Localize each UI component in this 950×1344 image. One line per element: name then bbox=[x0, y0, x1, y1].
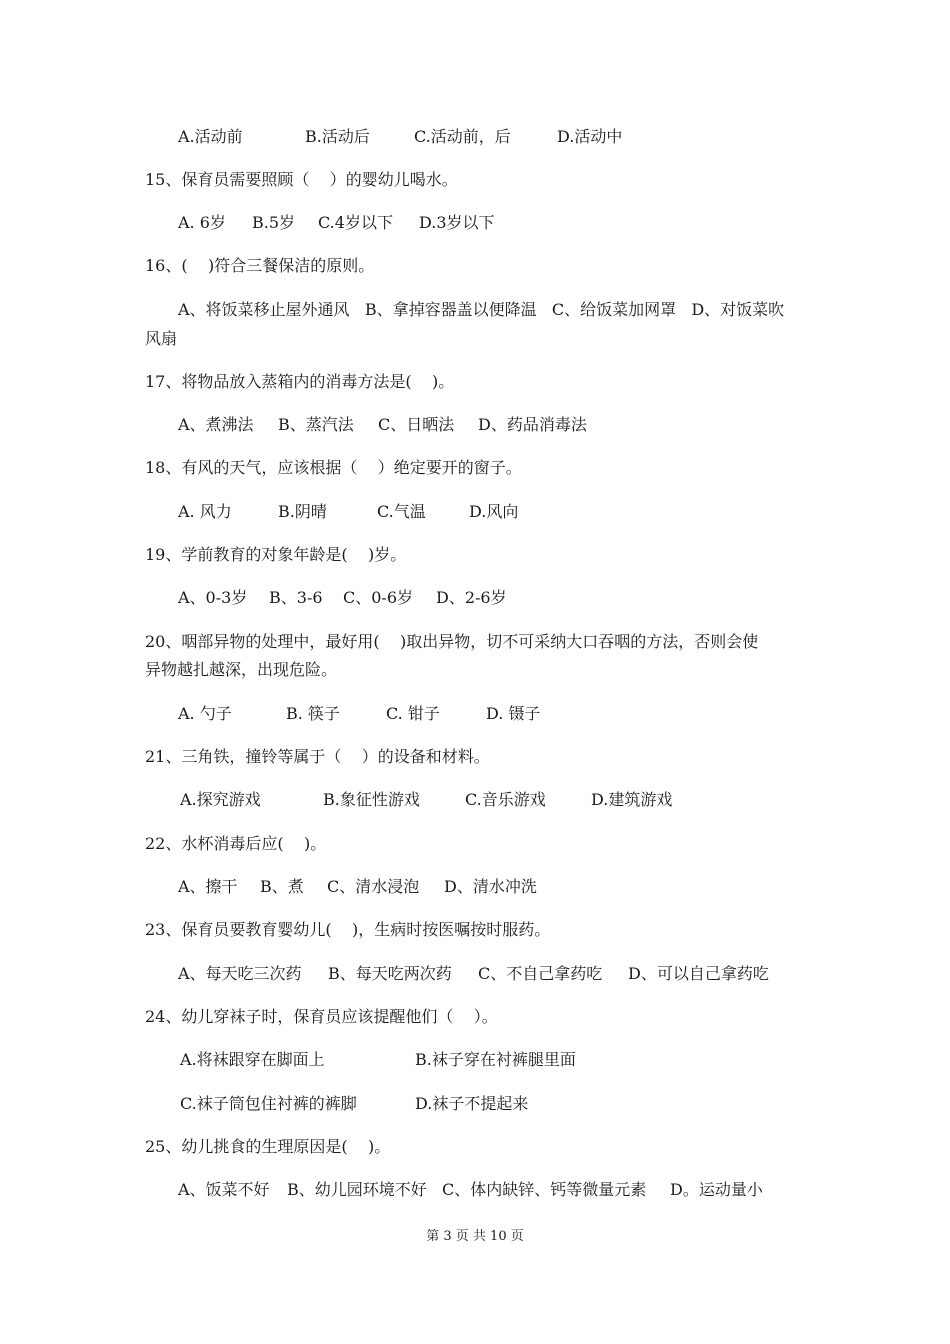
q23-stem: 23、保育员要教育婴幼儿( )，生病时按医嘱按时服药。 bbox=[145, 920, 551, 939]
q25-option-c: C、体内缺锌、钙等微量元素 bbox=[442, 1180, 647, 1199]
q21-option-b: B.象征性游戏 bbox=[323, 790, 420, 809]
q20-option-b: B. 筷子 bbox=[286, 704, 340, 723]
q21-stem: 21、三角铁，撞铃等属于（ ）的设备和材料。 bbox=[145, 747, 490, 766]
q20-options bbox=[178, 704, 541, 724]
q14-options bbox=[178, 127, 623, 147]
q25-option-d: D。运动量小 bbox=[670, 1180, 763, 1199]
q25-option-b: B、幼儿园环境不好 bbox=[287, 1180, 427, 1199]
q20-option-a: A. 勺子 bbox=[178, 704, 232, 723]
q22-stem: 22、水杯消毒后应( )。 bbox=[145, 834, 327, 853]
q20-option-d: D. 镊子 bbox=[486, 704, 541, 723]
q23-option-b: B、每天吃两次药 bbox=[328, 964, 452, 983]
q15-option-c: C.4岁以下 bbox=[318, 213, 393, 232]
q15-option-b: B.5岁 bbox=[252, 213, 296, 232]
q19-stem: 19、学前教育的对象年龄是( )岁。 bbox=[145, 545, 407, 564]
q16-stem: 16、( )符合三餐保洁的原则。 bbox=[145, 256, 375, 275]
q15-option-a: A. 6岁 bbox=[178, 213, 226, 232]
q21-option-a: A.探究游戏 bbox=[180, 790, 261, 809]
q24-option-b: B.袜子穿在衬裤腿里面 bbox=[415, 1050, 576, 1069]
q21-option-c: C.音乐游戏 bbox=[465, 790, 546, 809]
q18-option-d: D.风向 bbox=[469, 502, 519, 521]
q14-option-c: C.活动前，后 bbox=[414, 127, 511, 146]
q23-option-a: A、每天吃三次药 bbox=[178, 964, 302, 983]
q24-option-a: A.将袜跟穿在脚面上 bbox=[180, 1050, 325, 1069]
page-number: 第 3 页 共 10 页 bbox=[426, 1229, 524, 1244]
q16-options-line2: 风扇 bbox=[145, 329, 178, 348]
q25-options bbox=[178, 1180, 763, 1200]
q22-option-d: D、清水冲洗 bbox=[444, 877, 537, 896]
q17-options bbox=[178, 415, 587, 435]
q14-option-a: A.活动前 bbox=[178, 127, 243, 146]
q23-option-d: D、可以自己拿药吃 bbox=[628, 964, 769, 983]
q25-option-a: A、饭菜不好 bbox=[178, 1180, 270, 1199]
q20-stem-line1: 20、咽部异物的处理中，最好用( )取出异物，切不可采纳大口吞咽的方法，否则会使 bbox=[145, 632, 759, 651]
q17-option-c: C、日晒法 bbox=[378, 415, 455, 434]
q16-options-line1: A、将饭菜移止屋外通风 B、拿掉容器盖以便降温 C、给饭菜加网罩 D、对饭菜吹 bbox=[178, 300, 785, 319]
q14-option-d: D.活动中 bbox=[557, 127, 623, 146]
q21-options bbox=[178, 790, 673, 810]
q17-option-d: D、药品消毒法 bbox=[478, 415, 587, 434]
q20-stem-line2: 异物越扎越深，出现危险。 bbox=[145, 660, 338, 679]
q24-stem: 24、幼儿穿袜子时，保育员应该提醒他们（ ）。 bbox=[145, 1007, 498, 1026]
q22-options bbox=[178, 877, 537, 897]
q17-option-b: B、蒸汽法 bbox=[278, 415, 354, 434]
q19-options bbox=[178, 588, 507, 608]
q15-option-d: D.3岁以下 bbox=[419, 213, 495, 232]
q18-stem: 18、有风的天气，应该根据（ ）绝定要开的窗子。 bbox=[145, 458, 522, 477]
q22-option-a: A、擦干 bbox=[178, 877, 238, 896]
q14-option-b: B.活动后 bbox=[305, 127, 370, 146]
q24-option-d: D.袜子不提起来 bbox=[415, 1094, 529, 1113]
q22-option-b: B、煮 bbox=[260, 877, 304, 896]
q25-stem: 25、幼儿挑食的生理原因是( )。 bbox=[145, 1137, 391, 1156]
q21-option-d: D.建筑游戏 bbox=[591, 790, 673, 809]
q17-stem: 17、将物品放入蒸箱内的消毒方法是( )。 bbox=[145, 372, 455, 391]
q22-option-c: C、清水浸泡 bbox=[327, 877, 420, 896]
q18-option-b: B.阴晴 bbox=[278, 502, 327, 521]
q18-options bbox=[178, 502, 519, 522]
q15-options bbox=[178, 213, 495, 233]
q19-option-c: C、0-6岁 bbox=[343, 588, 414, 607]
q23-options bbox=[178, 964, 769, 984]
q23-option-c: C、不自己拿药吃 bbox=[478, 964, 603, 983]
q15-stem: 15、保育员需要照顾（ ）的婴幼儿喝水。 bbox=[145, 170, 458, 189]
q19-option-b: B、3-6 bbox=[269, 588, 323, 607]
q19-option-d: D、2-6岁 bbox=[436, 588, 507, 607]
q24-option-c: C.袜子筒包住衬裤的裤脚 bbox=[180, 1094, 357, 1113]
q24-options-row1 bbox=[178, 1050, 576, 1070]
q18-option-a: A. 风力 bbox=[178, 502, 232, 521]
q18-option-c: C.气温 bbox=[377, 502, 426, 521]
q20-option-c: C. 钳子 bbox=[386, 704, 440, 723]
q19-option-a: A、0-3岁 bbox=[178, 588, 248, 607]
q24-options-row2 bbox=[178, 1094, 529, 1114]
q17-option-a: A、煮沸法 bbox=[178, 415, 254, 434]
